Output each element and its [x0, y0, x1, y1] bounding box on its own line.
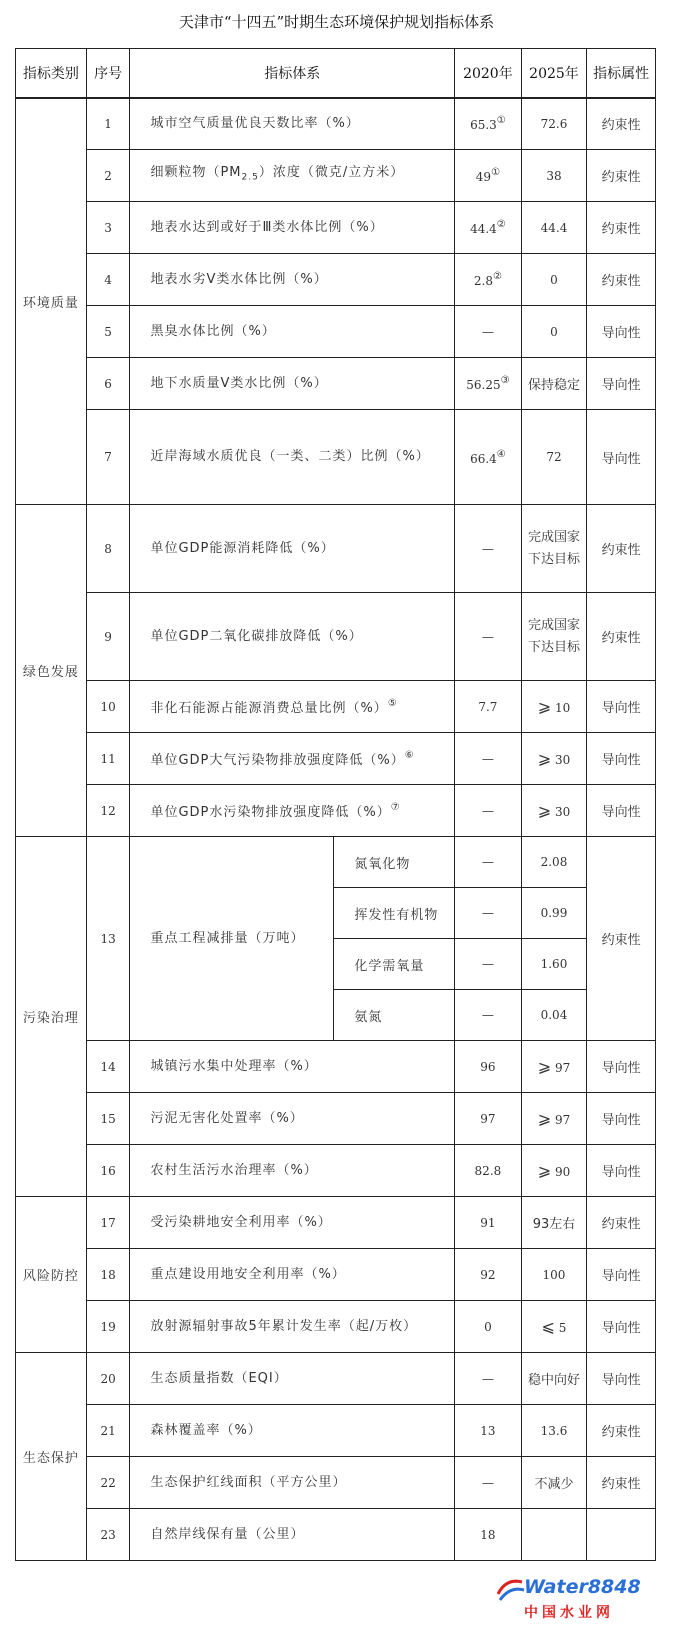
- value-2020: 2.8②: [455, 254, 522, 306]
- row-number: 16: [86, 1145, 130, 1197]
- row-number: 3: [86, 202, 130, 254]
- site-watermark: [496, 1574, 666, 1624]
- value-2025: ⩾ 30: [521, 785, 587, 837]
- footnote-mark: ⑦: [390, 802, 401, 813]
- table-row: [16, 837, 656, 888]
- row-number: 9: [86, 593, 130, 681]
- value-2020: 92: [455, 1249, 522, 1301]
- indicator-name: 近岸海域水质优良（一类、二类）比例（%）: [130, 410, 455, 505]
- category-pollution: 污染治理: [16, 837, 87, 1197]
- indicator-name: 城市空气质量优良天数比率（%）: [130, 98, 455, 150]
- indicator-name: 农村生活污水治理率（%）: [130, 1145, 455, 1197]
- sub-item-name: 化学需氧量: [334, 939, 455, 990]
- value-2020: —: [455, 990, 522, 1041]
- indicator-attr: 导向性: [587, 1093, 656, 1145]
- ge-symbol: ⩾: [537, 1161, 552, 1180]
- footnote-mark: ⑤: [387, 698, 398, 709]
- value-2025: 44.4: [521, 202, 587, 254]
- value-2020: 91: [455, 1197, 522, 1249]
- indicator-attr: 约束性: [587, 254, 656, 306]
- table-row: [16, 1197, 656, 1249]
- value-2020: —: [455, 785, 522, 837]
- indicator-attr: 导向性: [587, 1301, 656, 1353]
- table-row: [16, 98, 656, 150]
- header-2020: 2020年: [455, 49, 522, 98]
- indicator-attr: 约束性: [587, 837, 656, 1041]
- row-number: 10: [86, 681, 130, 733]
- table-row: [16, 358, 656, 410]
- table-row: [16, 1249, 656, 1301]
- sub-item-name: 氨氮: [334, 990, 455, 1041]
- indicator-name: 细颗粒物$(PM_{2.5})$浓度（微克/立方米）: [130, 150, 455, 202]
- watermark-brand: Water8848: [524, 1576, 641, 1598]
- table-row: [16, 505, 656, 593]
- table-row: [16, 1457, 656, 1509]
- indicator-attr: 导向性: [587, 681, 656, 733]
- ge-symbol: ⩾: [537, 1109, 552, 1128]
- row-number: 5: [86, 306, 130, 358]
- header-row: [16, 49, 656, 98]
- value-2020: —: [455, 593, 522, 681]
- value-2025: 0: [521, 254, 587, 306]
- table-row: [16, 785, 656, 837]
- value-2025: ⩾ 30: [521, 733, 587, 785]
- table-row: [16, 733, 656, 785]
- indicator-name: 森林覆盖率（%）: [130, 1405, 455, 1457]
- value-2020: —: [455, 306, 522, 358]
- row-number: 17: [86, 1197, 130, 1249]
- footnote-mark: ④: [496, 448, 506, 460]
- value-2020: 56.25③: [455, 358, 522, 410]
- footnote-mark: ⑥: [404, 750, 415, 761]
- indicator-name: 城镇污水集中处理率（%）: [130, 1041, 455, 1093]
- indicator-attr: 导向性: [587, 785, 656, 837]
- sub-item-name: 挥发性有机物: [334, 888, 455, 939]
- value-2020: —: [455, 1457, 522, 1509]
- indicator-name: 受污染耕地安全利用率（%）: [130, 1197, 455, 1249]
- value-2025: 100: [521, 1249, 587, 1301]
- row-number: 13: [86, 837, 130, 1041]
- indicator-name: 单位GDP水污染物排放强度降低（%）⑦: [130, 785, 455, 837]
- le-symbol: ⩽: [541, 1317, 555, 1336]
- row-number: 7: [86, 410, 130, 505]
- indicator-attr: 约束性: [587, 202, 656, 254]
- row-number: 4: [86, 254, 130, 306]
- indicator-name: 单位GDP能源消耗降低（%）: [130, 505, 455, 593]
- value-2020: 66.4④: [455, 410, 522, 505]
- value-2020: 7.7: [455, 681, 522, 733]
- indicator-attr: 导向性: [587, 1145, 656, 1197]
- table-row: [16, 150, 656, 202]
- table-row: [16, 681, 656, 733]
- table-row: [16, 202, 656, 254]
- value-2025: ⩽ 5: [521, 1301, 587, 1353]
- indicator-name: 单位GDP二氧化碳排放降低（%）: [130, 593, 455, 681]
- ge-symbol: ⩾: [537, 749, 552, 768]
- value-2020: —: [455, 1353, 522, 1405]
- value-2020: 49①: [455, 150, 522, 202]
- indicator-name: 放射源辐射事故5年累计发生率（起/万枚）: [130, 1301, 455, 1353]
- value-2025: ⩾ 90: [521, 1145, 587, 1197]
- row-number: 21: [86, 1405, 130, 1457]
- indicator-name: 自然岸线保有量（公里）: [130, 1509, 455, 1561]
- header-index: 序号: [86, 49, 130, 98]
- value-2020: 96: [455, 1041, 522, 1093]
- table-row: [16, 1353, 656, 1405]
- value-2025: 72.6: [521, 98, 587, 150]
- row-number: 12: [86, 785, 130, 837]
- footnote-mark: ②: [492, 271, 502, 282]
- header-indicator: 指标体系: [130, 49, 455, 98]
- value-2025: 稳中向好: [521, 1353, 587, 1405]
- header-category: 指标类别: [16, 49, 87, 98]
- table-row: [16, 1509, 656, 1561]
- footnote-mark: ③: [500, 375, 510, 386]
- value-2020: —: [455, 733, 522, 785]
- table-row: [16, 1145, 656, 1197]
- indicator-table: [15, 48, 656, 1561]
- value-2020: 65.3①: [455, 98, 522, 150]
- row-number: 19: [86, 1301, 130, 1353]
- watermark-site: 中国水业网: [524, 1605, 614, 1621]
- indicator-attr: 导向性: [587, 1353, 656, 1405]
- page-title: 天津市“十四五”时期生态环境保护规划指标体系: [178, 13, 495, 31]
- indicator-name: 生态质量指数（EQI）: [130, 1353, 455, 1405]
- indicator-name: 黑臭水体比例（%）: [130, 306, 455, 358]
- indicator-name: 重点工程减排量（万吨）: [130, 837, 334, 1041]
- category-ecology: 生态保护: [16, 1353, 87, 1561]
- indicator-attr: 导向性: [587, 733, 656, 785]
- value-2020: 18: [455, 1509, 522, 1561]
- value-2020: 0: [455, 1301, 522, 1353]
- footnote-mark: ①: [496, 115, 506, 127]
- category-green: 绿色发展: [16, 505, 87, 837]
- value-2020: 82.8: [455, 1145, 522, 1197]
- value-2020: 97: [455, 1093, 522, 1145]
- value-2025: 13.6: [521, 1405, 587, 1457]
- footnote-mark: ①: [491, 167, 501, 178]
- category-environment: 环境质量: [16, 98, 87, 505]
- value-2020: —: [455, 837, 522, 888]
- row-number: 14: [86, 1041, 130, 1093]
- value-2025: [521, 1509, 587, 1561]
- indicator-attr: 约束性: [587, 1457, 656, 1509]
- indicator-name: 重点建设用地安全利用率（%）: [130, 1249, 455, 1301]
- value-2025: 2.08: [521, 837, 587, 888]
- indicator-name: 地表水达到或好于Ⅲ类水体比例（%）: [130, 202, 455, 254]
- indicator-attr: 约束性: [587, 1405, 656, 1457]
- table-row: [16, 593, 656, 681]
- value-2020: 13: [455, 1405, 522, 1457]
- value-2025: 0.99: [521, 888, 587, 939]
- indicator-attr: 导向性: [587, 410, 656, 505]
- row-number: 1: [86, 98, 130, 150]
- header-attr: 指标属性: [587, 49, 656, 98]
- indicator-attr: [587, 1509, 656, 1561]
- value-2020: —: [455, 888, 522, 939]
- indicator-name: 生态保护红线面积（平方公里）: [130, 1457, 455, 1509]
- table-row: [16, 1093, 656, 1145]
- footnote-mark: ②: [496, 219, 506, 230]
- value-2025: ⩾ 10: [521, 681, 587, 733]
- indicator-attr: 约束性: [587, 593, 656, 681]
- value-2025: 93左右: [521, 1197, 587, 1249]
- row-number: 8: [86, 505, 130, 593]
- table-row: [16, 410, 656, 505]
- sub-item-name: 氮氧化物: [334, 837, 455, 888]
- row-number: 2: [86, 150, 130, 202]
- row-number: 15: [86, 1093, 130, 1145]
- indicator-attr: 导向性: [587, 1041, 656, 1093]
- ge-symbol: ⩾: [537, 801, 552, 820]
- indicator-attr: 约束性: [587, 150, 656, 202]
- value-2025: 0: [521, 306, 587, 358]
- indicator-name: 单位GDP大气污染物排放强度降低（%）⑥: [130, 733, 455, 785]
- indicator-name: 地表水劣V类水体比例（%）: [130, 254, 455, 306]
- value-2025: 完成国家 下达目标: [521, 593, 587, 681]
- indicator-attr: 导向性: [587, 358, 656, 410]
- table-row: [16, 1301, 656, 1353]
- table-row: [16, 254, 656, 306]
- ge-symbol: ⩾: [537, 1057, 552, 1076]
- row-number: 20: [86, 1353, 130, 1405]
- row-number: 22: [86, 1457, 130, 1509]
- value-2025: 38: [521, 150, 587, 202]
- ge-symbol: ⩾: [537, 697, 552, 716]
- row-number: 11: [86, 733, 130, 785]
- value-2020: 44.4②: [455, 202, 522, 254]
- value-2025: 72: [521, 410, 587, 505]
- header-2025: 2025年: [521, 49, 587, 98]
- value-2020: —: [455, 939, 522, 990]
- value-2020: —: [455, 505, 522, 593]
- row-number: 23: [86, 1509, 130, 1561]
- indicator-attr: 约束性: [587, 505, 656, 593]
- table-row: [16, 1041, 656, 1093]
- value-2025: 完成国家 下达目标: [521, 505, 587, 593]
- indicator-name: 污泥无害化处置率（%）: [130, 1093, 455, 1145]
- table-row: [16, 1405, 656, 1457]
- value-2025: 保持稳定: [521, 358, 587, 410]
- indicator-attr: 导向性: [587, 1249, 656, 1301]
- indicator-name: 地下水质量V类水比例（%）: [130, 358, 455, 410]
- value-2025: 1.60: [521, 939, 587, 990]
- value-2025: 不减少: [521, 1457, 587, 1509]
- row-number: 6: [86, 358, 130, 410]
- table-row: [16, 306, 656, 358]
- indicator-attr: 约束性: [587, 1197, 656, 1249]
- indicator-attr: 导向性: [587, 306, 656, 358]
- wave-logo-icon: [496, 1574, 526, 1604]
- row-number: 18: [86, 1249, 130, 1301]
- value-2025: ⩾ 97: [521, 1041, 587, 1093]
- indicator-name: 非化石能源占能源消费总量比例（%）⑤: [130, 681, 455, 733]
- value-2025: ⩾ 97: [521, 1093, 587, 1145]
- indicator-attr: 约束性: [587, 98, 656, 150]
- category-risk: 风险防控: [16, 1197, 87, 1353]
- value-2025: 0.04: [521, 990, 587, 1041]
